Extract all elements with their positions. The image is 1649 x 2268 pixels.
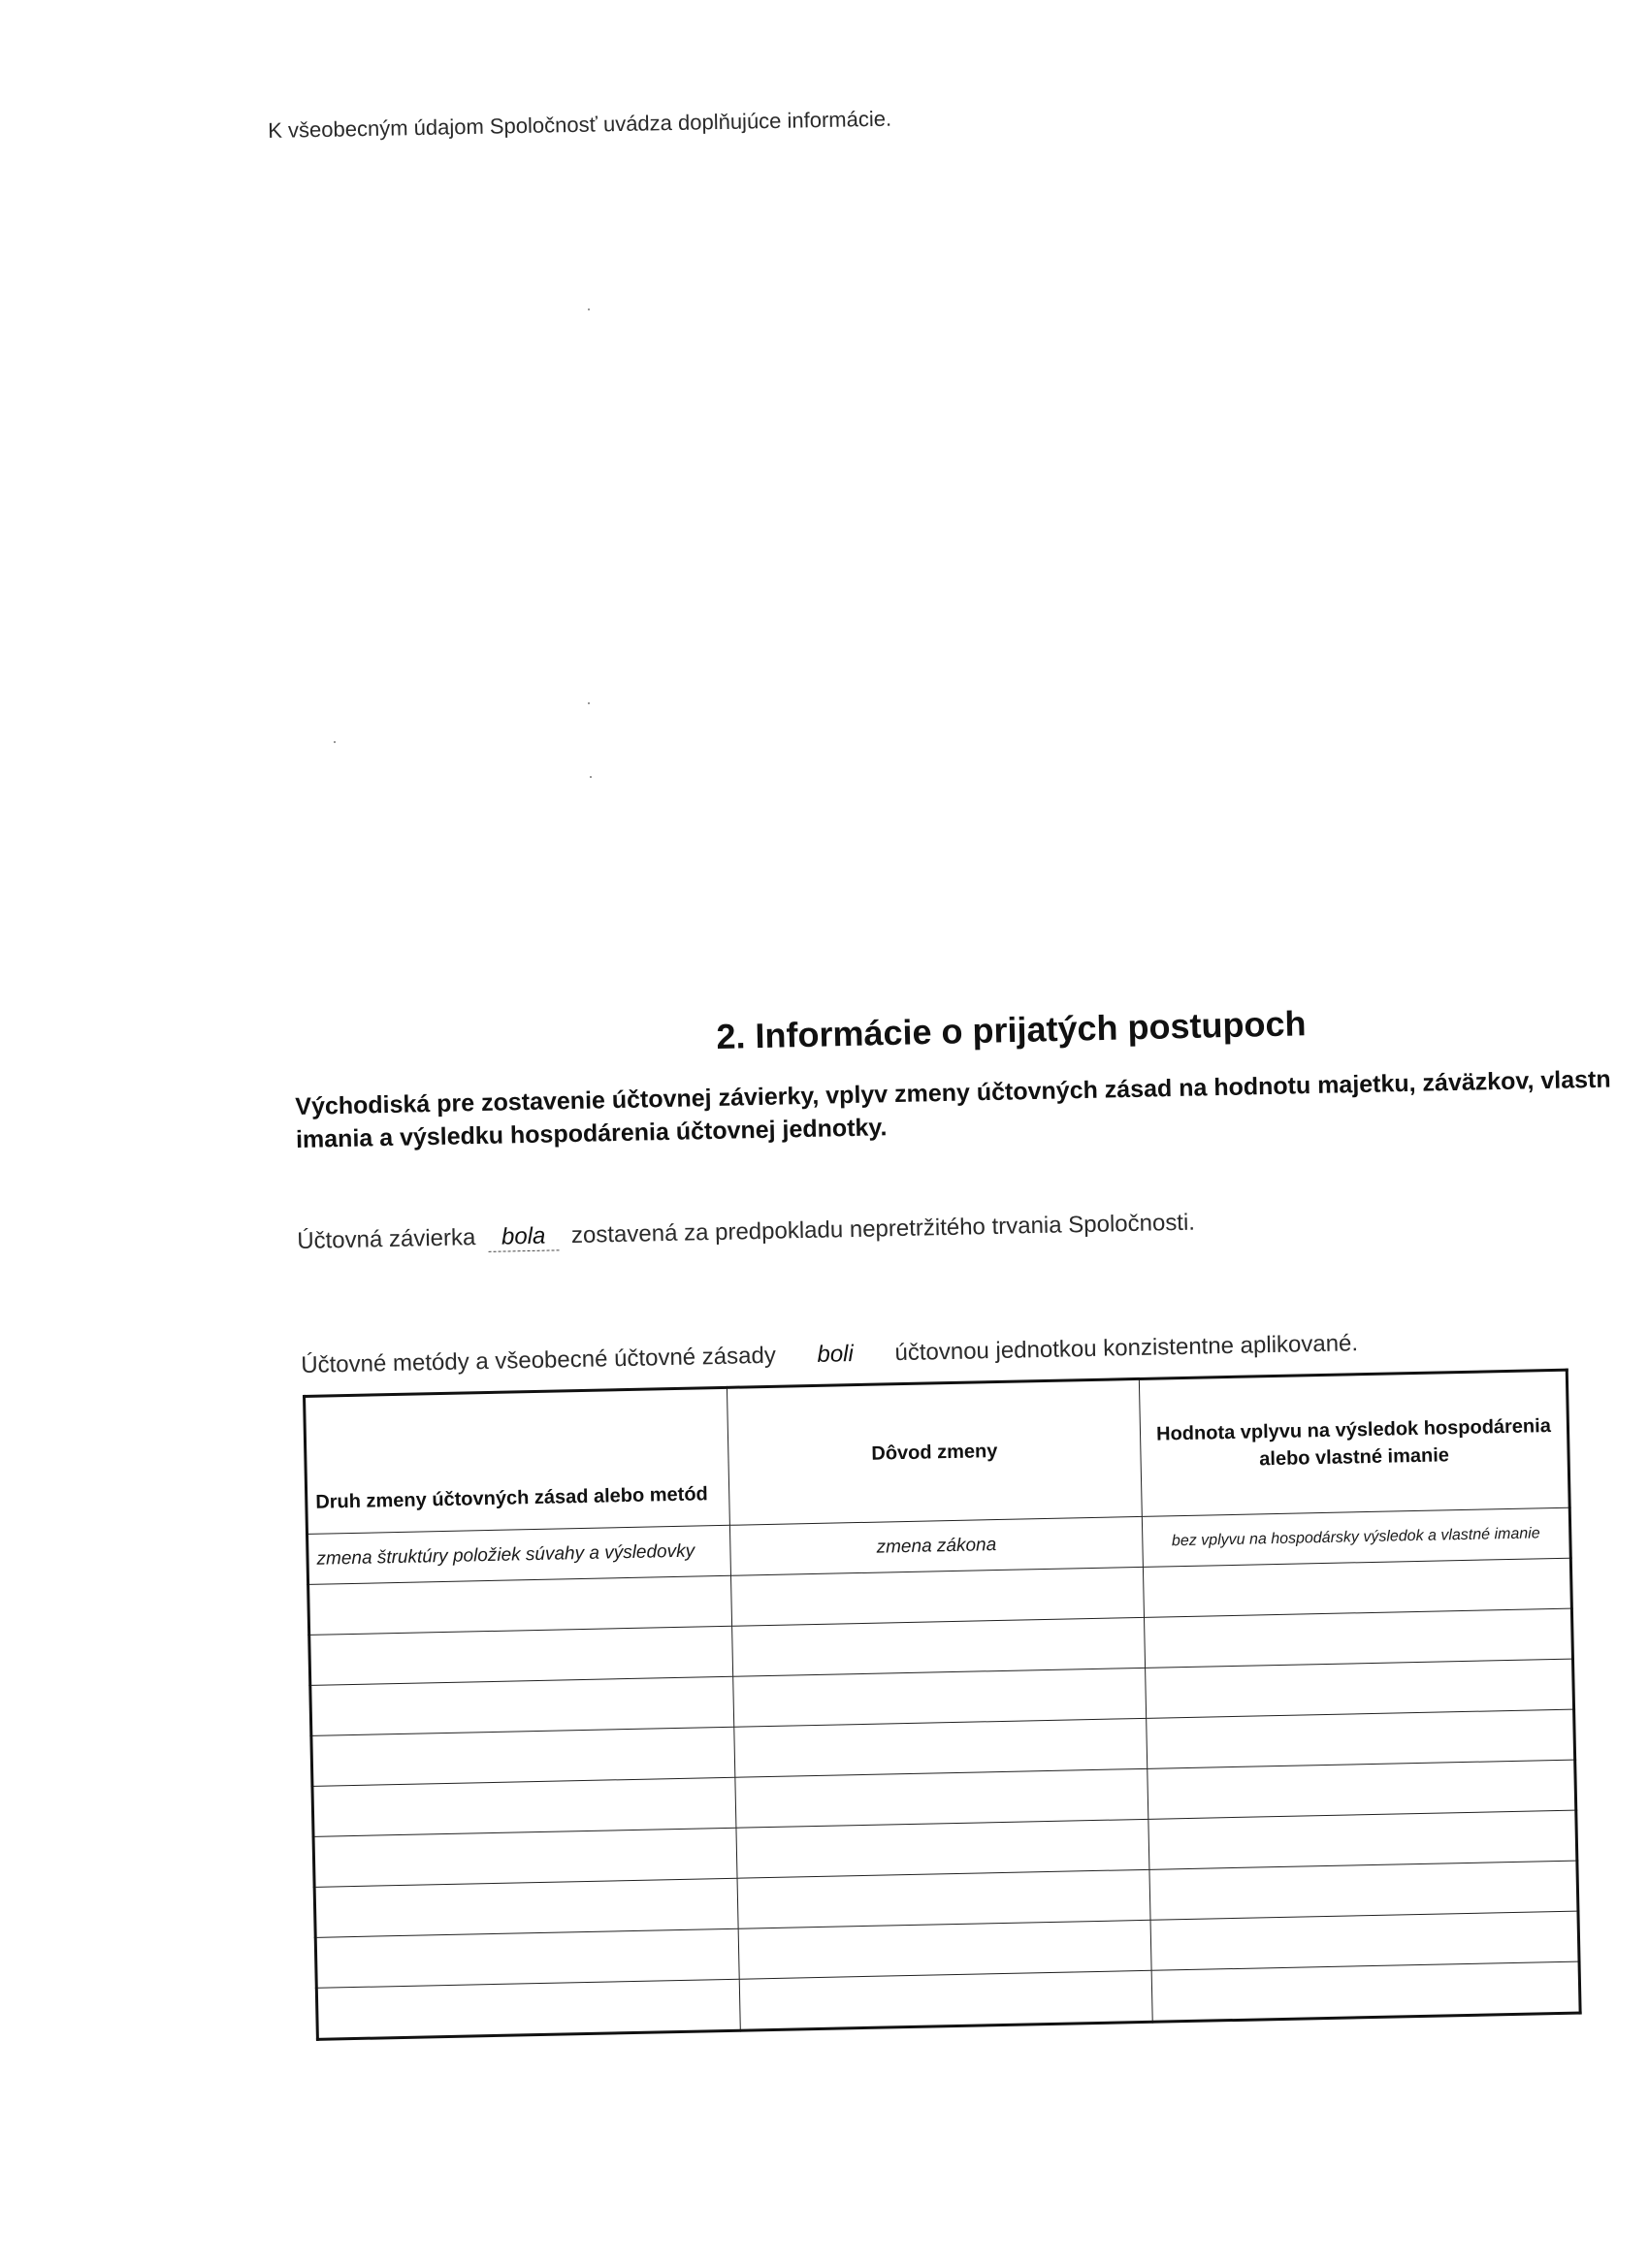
table-cell	[310, 1676, 734, 1735]
table-cell	[315, 1928, 739, 1988]
table-cell	[1143, 1558, 1571, 1617]
changes-table-wrapper	[303, 1369, 1582, 2041]
table-cell	[734, 1718, 1148, 1777]
column-header-reason: Dôvod zmeny	[727, 1378, 1142, 1525]
table-cell	[1148, 1760, 1576, 1819]
table-cell: bez vplyvu na hospodársky výsledok a vlastné imanie	[1142, 1507, 1570, 1567]
table-cell	[1148, 1810, 1577, 1869]
going-concern-statement	[297, 1210, 1195, 1256]
table-cell	[730, 1567, 1144, 1626]
subtitle-line: Východiská pre zostavenie účtovnej závierky, vplyv zmeny účtovných zásad na hodnotu majetku, záväzkov, vlastn	[295, 1065, 1611, 1120]
statement-fill: bola	[488, 1222, 560, 1252]
table-cell	[316, 1979, 740, 2039]
table-cell	[738, 1920, 1151, 1979]
table-cell	[735, 1768, 1148, 1828]
statement-suffix: zostavená za predpokladu nepretržitého trvania Spoločnosti.	[570, 1209, 1196, 1249]
table-cell	[733, 1668, 1147, 1727]
accounting-changes-table	[303, 1369, 1582, 2041]
statement-prefix: Účtovná závierka	[297, 1224, 476, 1254]
table-cell	[314, 1878, 738, 1937]
statement-suffix: účtovnou jednotkou konzistentne aplikované.	[894, 1330, 1359, 1367]
table-cell	[308, 1575, 732, 1635]
table-cell	[1144, 1608, 1572, 1668]
column-header-impact: Hodnota vplyvu na výsledok hospodárenia alebo vlastné imanie	[1139, 1370, 1569, 1516]
table-cell	[311, 1727, 735, 1786]
subtitle-line: imania a výsledku hospodárenia účtovnej jednotky.	[295, 1114, 888, 1153]
scan-speck	[588, 702, 590, 704]
table-cell: zmena štruktúry položiek súvahy a výsledovky	[307, 1525, 731, 1584]
table-cell	[1151, 1961, 1580, 2022]
table-cell	[736, 1819, 1149, 1878]
table-cell	[309, 1626, 733, 1685]
table-cell	[1147, 1709, 1575, 1768]
table-cell	[739, 1970, 1152, 2030]
section-subtitle	[295, 1062, 1649, 1156]
table-header-row	[305, 1370, 1570, 1534]
table-cell	[1149, 1861, 1578, 1920]
statement-fill: boli	[817, 1341, 855, 1368]
consistency-statement	[301, 1330, 1358, 1379]
scan-speck	[590, 776, 592, 778]
statement-prefix: Účtovné metódy a všeobecné účtovné zásady	[301, 1342, 777, 1378]
table-cell: zmena zákona	[729, 1516, 1143, 1575]
table-cell	[737, 1869, 1150, 1928]
column-header-change-type: Druh zmeny účtovných zásad alebo metód	[305, 1387, 730, 1534]
table-cell	[312, 1777, 736, 1836]
table-cell	[313, 1828, 737, 1887]
scan-speck	[334, 741, 336, 743]
table-cell	[732, 1617, 1146, 1676]
intro-text: K všeobecným údajom Spoločnosť uvádza doplňujúce informácie.	[268, 106, 892, 143]
section-title: 2. Informácie o prijatých postupoch	[716, 1003, 1307, 1056]
table-cell	[1146, 1659, 1574, 1718]
scan-speck	[588, 308, 590, 310]
table-cell	[1150, 1911, 1579, 1970]
